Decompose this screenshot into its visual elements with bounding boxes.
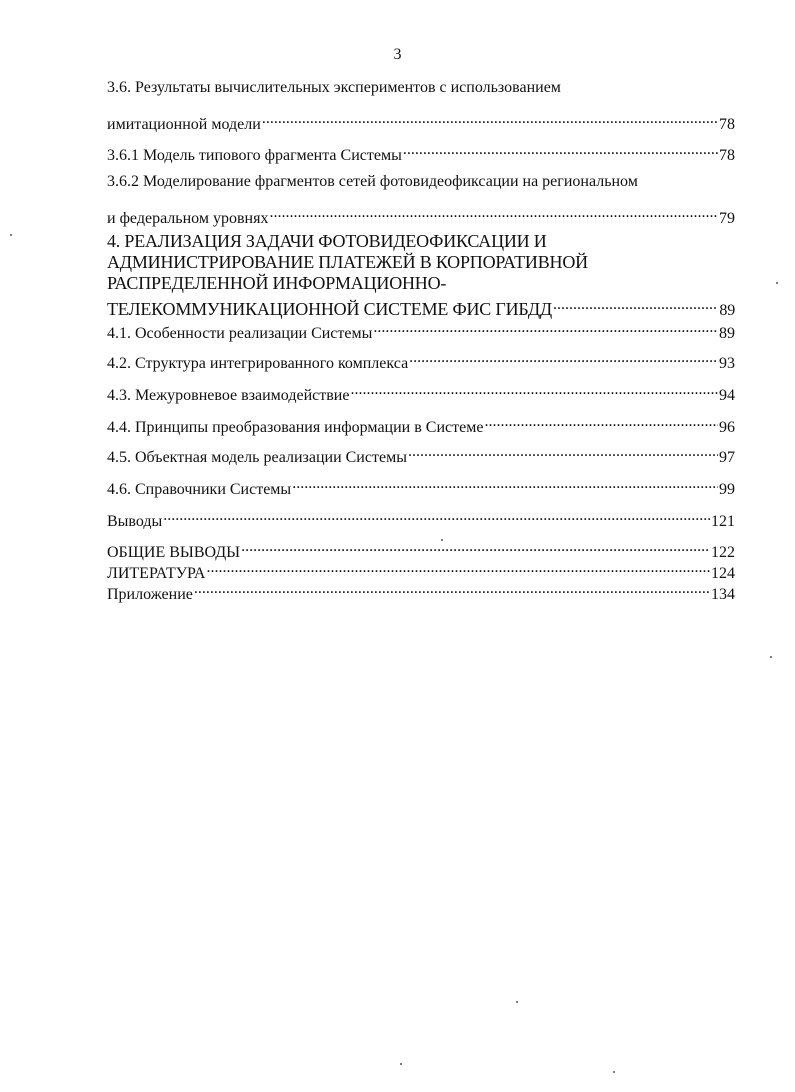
toc-entry-title: 3.6. Результаты вычислительных экспериментов с использованием [107,79,561,96]
toc-entry-title: 3.6.2 Моделирование фрагментов сетей фотовидеофиксации на региональном [107,173,638,190]
toc-entry-page: 134 [711,586,735,603]
dot-leader [373,318,718,338]
chapter-heading-line: АДМИНИСТРИРОВАНИЕ ПЛАТЕЖЕЙ В КОРПОРАТИВНОЙ [107,252,588,272]
dot-leader [409,348,718,368]
chapter-heading-line: 4. РЕАЛИЗАЦИЯ ЗАДАЧИ ФОТОВИДЕОФИКСАЦИИ И [107,231,547,251]
dot-leader [350,380,718,400]
scan-speck [613,1071,615,1073]
toc-entry-title: 4.6. Справочники Системы [107,481,292,498]
toc-entry-title: 4.4. Принципы преобразования информации в Системе [107,419,484,436]
toc-entry-references[interactable] [107,558,735,582]
dot-leader [163,506,710,526]
scan-speck [770,656,772,658]
toc-entry-page: 94 [719,387,735,404]
toc-entry-page: 78 [719,147,735,164]
toc-entry-title: и федеральном уровнях [107,210,269,227]
toc-entry-title: имитационной модели [107,116,261,133]
toc-entry-4-1[interactable] [107,318,735,342]
toc-entry-4-5[interactable] [107,442,735,466]
toc-entry-title: Выводы [107,513,163,530]
toc-entry-page: 96 [719,419,735,436]
scan-speck [10,234,12,236]
scan-speck [441,539,443,541]
toc-entry-3-6-1[interactable] [107,140,735,164]
toc-entry-4-2[interactable] [107,348,735,372]
toc-entry-appendix[interactable] [107,579,735,603]
dot-leader [408,442,718,462]
dot-leader [484,412,718,432]
chapter-heading-line: РАСПРЕДЕЛЕННОЙ ИНФОРМАЦИОННО- [107,273,447,293]
toc-entry-page: 99 [719,481,735,498]
dot-leader [262,109,718,129]
toc-entry-page: 124 [711,565,735,582]
toc-entry-3-6-2-line1 [107,172,735,192]
toc-entry-page: 79 [719,210,735,227]
dot-leader [206,558,710,578]
toc-entry-3-6-line1 [107,78,735,98]
toc-entry-3-6[interactable] [107,109,735,133]
toc-entry-title: ОБЩИЕ ВЫВОДЫ [107,544,241,561]
toc-entry-page: 93 [719,355,735,372]
scan-speck [400,1063,402,1065]
toc-entry-3-6-2[interactable] [107,203,735,227]
toc-entry-title: 3.6.1 Модель типового фрагмента Системы [107,147,402,164]
dot-leader [241,537,710,557]
dot-leader [269,203,718,223]
toc-entry-general-conclusions[interactable] [107,537,735,561]
page-number: 3 [393,46,402,63]
toc-entry-4-6[interactable] [107,474,735,498]
toc-entry-page: 121 [711,513,735,530]
toc-entry-page: 78 [719,116,735,133]
toc-entry-title: 4.1. Особенности реализации Системы [107,325,373,342]
toc-entry-title: 4.5. Объектная модель реализации Системы [107,449,407,466]
dot-leader [553,295,718,315]
toc-entry-title: 4.2. Структура интегрированного комплекса [107,355,409,372]
toc-entry-title: ЛИТЕРАТУРА [107,565,206,582]
toc-entry-page: 89 [719,325,735,342]
toc-entry-title: ТЕЛЕКОММУНИКАЦИОННОЙ СИСТЕМЕ ФИС ГИБДД [107,299,553,319]
scan-speck [776,282,778,284]
toc-entry-title: 4.3. Межуровневое взаимодействие [107,387,350,404]
dot-leader [194,579,710,599]
dot-leader [403,140,718,160]
toc-entry-page: 89 [719,302,735,319]
toc-entry-4-4[interactable] [107,412,735,436]
toc-entry-page: 122 [711,544,735,561]
toc-entry-page: 97 [719,449,735,466]
toc-entry-title: Приложение [107,586,193,603]
dot-leader [292,474,718,494]
scan-speck [516,1001,518,1003]
toc-entry-4-3[interactable] [107,380,735,404]
toc-entry-chapter-4[interactable] [107,295,735,319]
toc-entry-conclusions[interactable] [107,506,735,530]
